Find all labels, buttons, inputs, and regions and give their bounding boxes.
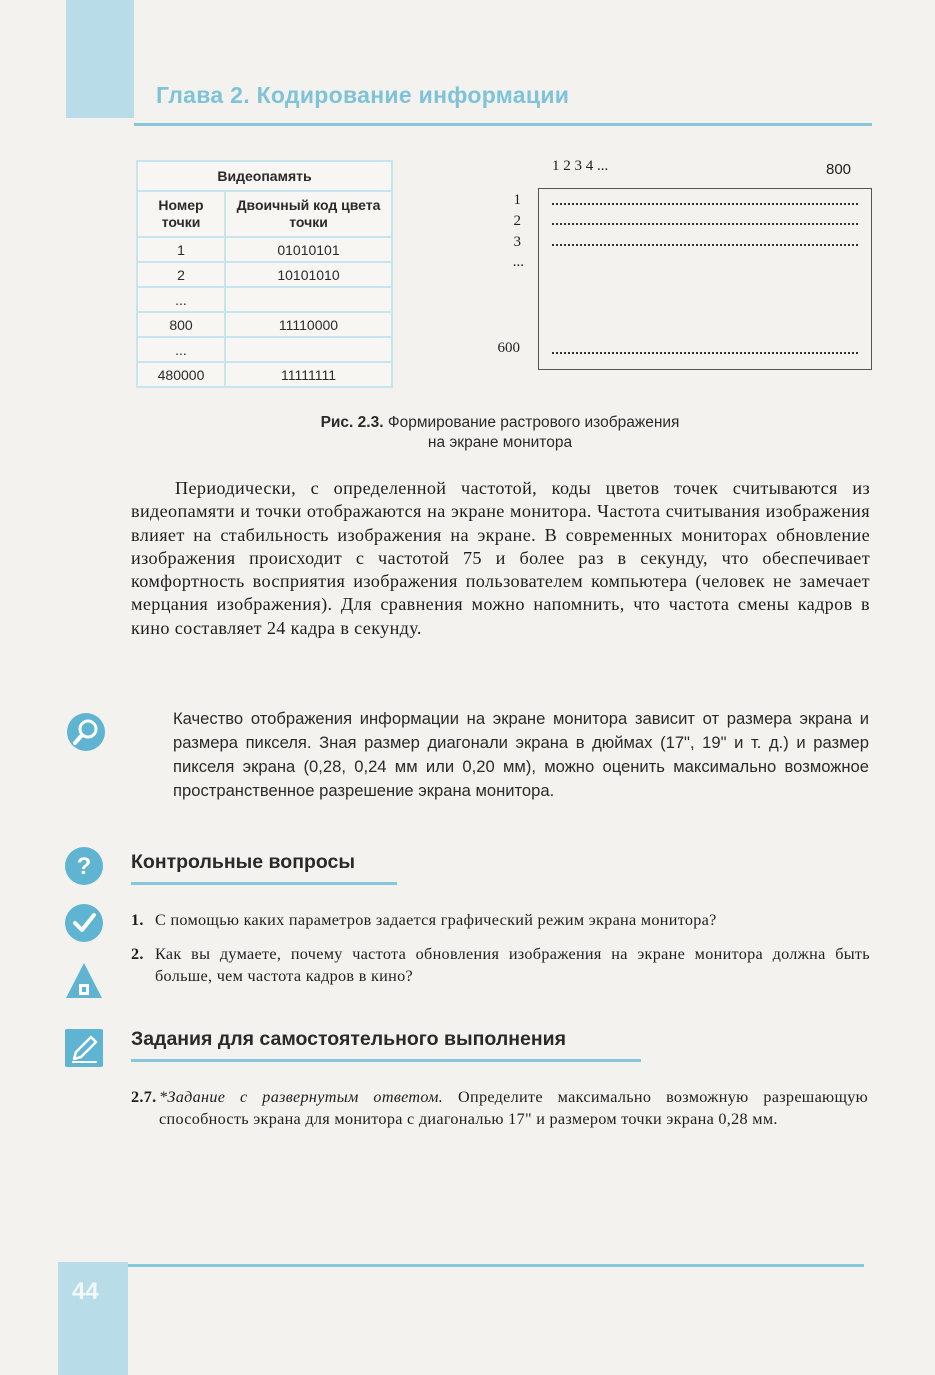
grid-row-label: 3 xyxy=(513,234,521,250)
pixel-row-dots xyxy=(552,203,858,205)
table-cell: 10101010 xyxy=(225,262,392,287)
table-cell: 480000 xyxy=(137,362,225,387)
figure-label: Рис. 2.3. xyxy=(320,414,384,431)
table-row xyxy=(137,287,392,312)
note-paragraph: Качество отображения информации на экране монитора зависит от размера экрана и размера пикселя. Зная размер диагонали экрана в дюймах (17", 19" и т. д.) и размер пикселя экрана (0,28, 0,24 мм или 0,20 мм), можно оценить максимально возможное пространственное разрешение экрана монитора. xyxy=(173,709,869,800)
table-row xyxy=(137,237,392,262)
task-body xyxy=(131,1086,868,1130)
magnifier-icon xyxy=(66,712,106,752)
list-item xyxy=(131,909,870,931)
grid-row-label: ... xyxy=(512,254,524,270)
table-cell: ... xyxy=(137,337,225,362)
list-item xyxy=(131,943,870,987)
task-type: *Задание с развернутым ответом. xyxy=(159,1088,444,1106)
table-cell: 2 xyxy=(137,262,225,287)
pixel-row-dots xyxy=(552,223,858,225)
question-number: 2. xyxy=(131,945,144,963)
table-cell: 11111111 xyxy=(225,362,392,387)
tasks-rule xyxy=(131,1059,641,1062)
table-cell: 1 xyxy=(137,237,225,262)
tasks-title: Задания для самостоятельного выполнения xyxy=(131,1028,566,1050)
table-row xyxy=(137,262,392,287)
chapter-rule xyxy=(134,123,872,126)
grid-row-label: 600 xyxy=(497,340,520,356)
grid-row-label: 2 xyxy=(513,213,521,229)
table-cell: 01010101 xyxy=(225,237,392,262)
body-paragraph: Периодически, с определенной частотой, коды цветов точек считываются из видеопамяти и точки отображаются на экране монитора. Частота считывания изображения влияет на стабильность изображения на экране. В современных мониторах обновление изображения происходит с частотой 75 и более раз в секунду, что обеспечивает комфортность восприятия изображения пользователем компьютера (человек не замечает мерцания изображения). Для сравнения можно напомнить, что частота смены кадров в кино составляет 24 кадра в секунду. xyxy=(131,478,870,638)
warning-triangle-icon xyxy=(64,960,104,1000)
figure-caption xyxy=(240,413,760,453)
questions-title: Контрольные вопросы xyxy=(131,851,356,873)
table-cell xyxy=(225,287,392,312)
chapter-title: Глава 2. Кодирование информации xyxy=(156,82,570,108)
side-color-strip xyxy=(66,0,134,118)
questions-list xyxy=(131,909,870,999)
table-row xyxy=(137,312,392,337)
pencil-icon xyxy=(64,1028,104,1068)
question-icon xyxy=(64,846,104,886)
grid-column-labels: 1 2 3 4 ... xyxy=(552,158,609,174)
table-row xyxy=(137,362,392,387)
question-number: 1. xyxy=(131,911,144,929)
table-cell: 800 xyxy=(137,312,225,337)
figure-caption-line1: Формирование растрового изображения xyxy=(387,414,680,431)
table-header-point: Номер точки xyxy=(137,191,225,237)
table-header-code: Двоичный код цвета точки xyxy=(225,191,392,237)
pixel-row-dots xyxy=(552,352,858,354)
table-caption: Видеопамять xyxy=(137,161,392,191)
question-text: С помощью каких параметров задается графический режим экрана монитора? xyxy=(155,911,717,929)
checkmark-icon xyxy=(64,903,104,943)
table-row xyxy=(137,337,392,362)
video-memory-table xyxy=(136,160,393,388)
screen-box xyxy=(538,188,872,370)
grid-row-label: 1 xyxy=(513,192,521,208)
table-cell: ... xyxy=(137,287,225,312)
task-text: Определите максимально возможную разрешающую способность экрана для монитора с диагональю 17" и размером точки экрана 0,28 мм. xyxy=(159,1088,868,1128)
footer-rule xyxy=(128,1264,864,1267)
page-number: 44 xyxy=(72,1278,99,1305)
table-cell xyxy=(225,337,392,362)
table-cell: 11110000 xyxy=(225,312,392,337)
questions-rule xyxy=(131,882,397,885)
question-text: Как вы думаете, почему частота обновления изображения на экране монитора должна быть больше, чем частота кадров в кино? xyxy=(155,945,870,985)
task-number: 2.7. xyxy=(131,1088,157,1106)
pixel-row-dots xyxy=(552,244,858,246)
grid-last-column-label: 800 xyxy=(826,161,852,178)
svg-text:?: ? xyxy=(76,853,92,880)
figure-caption-line2: на экране монитора xyxy=(427,434,573,451)
task-item xyxy=(131,1086,868,1130)
